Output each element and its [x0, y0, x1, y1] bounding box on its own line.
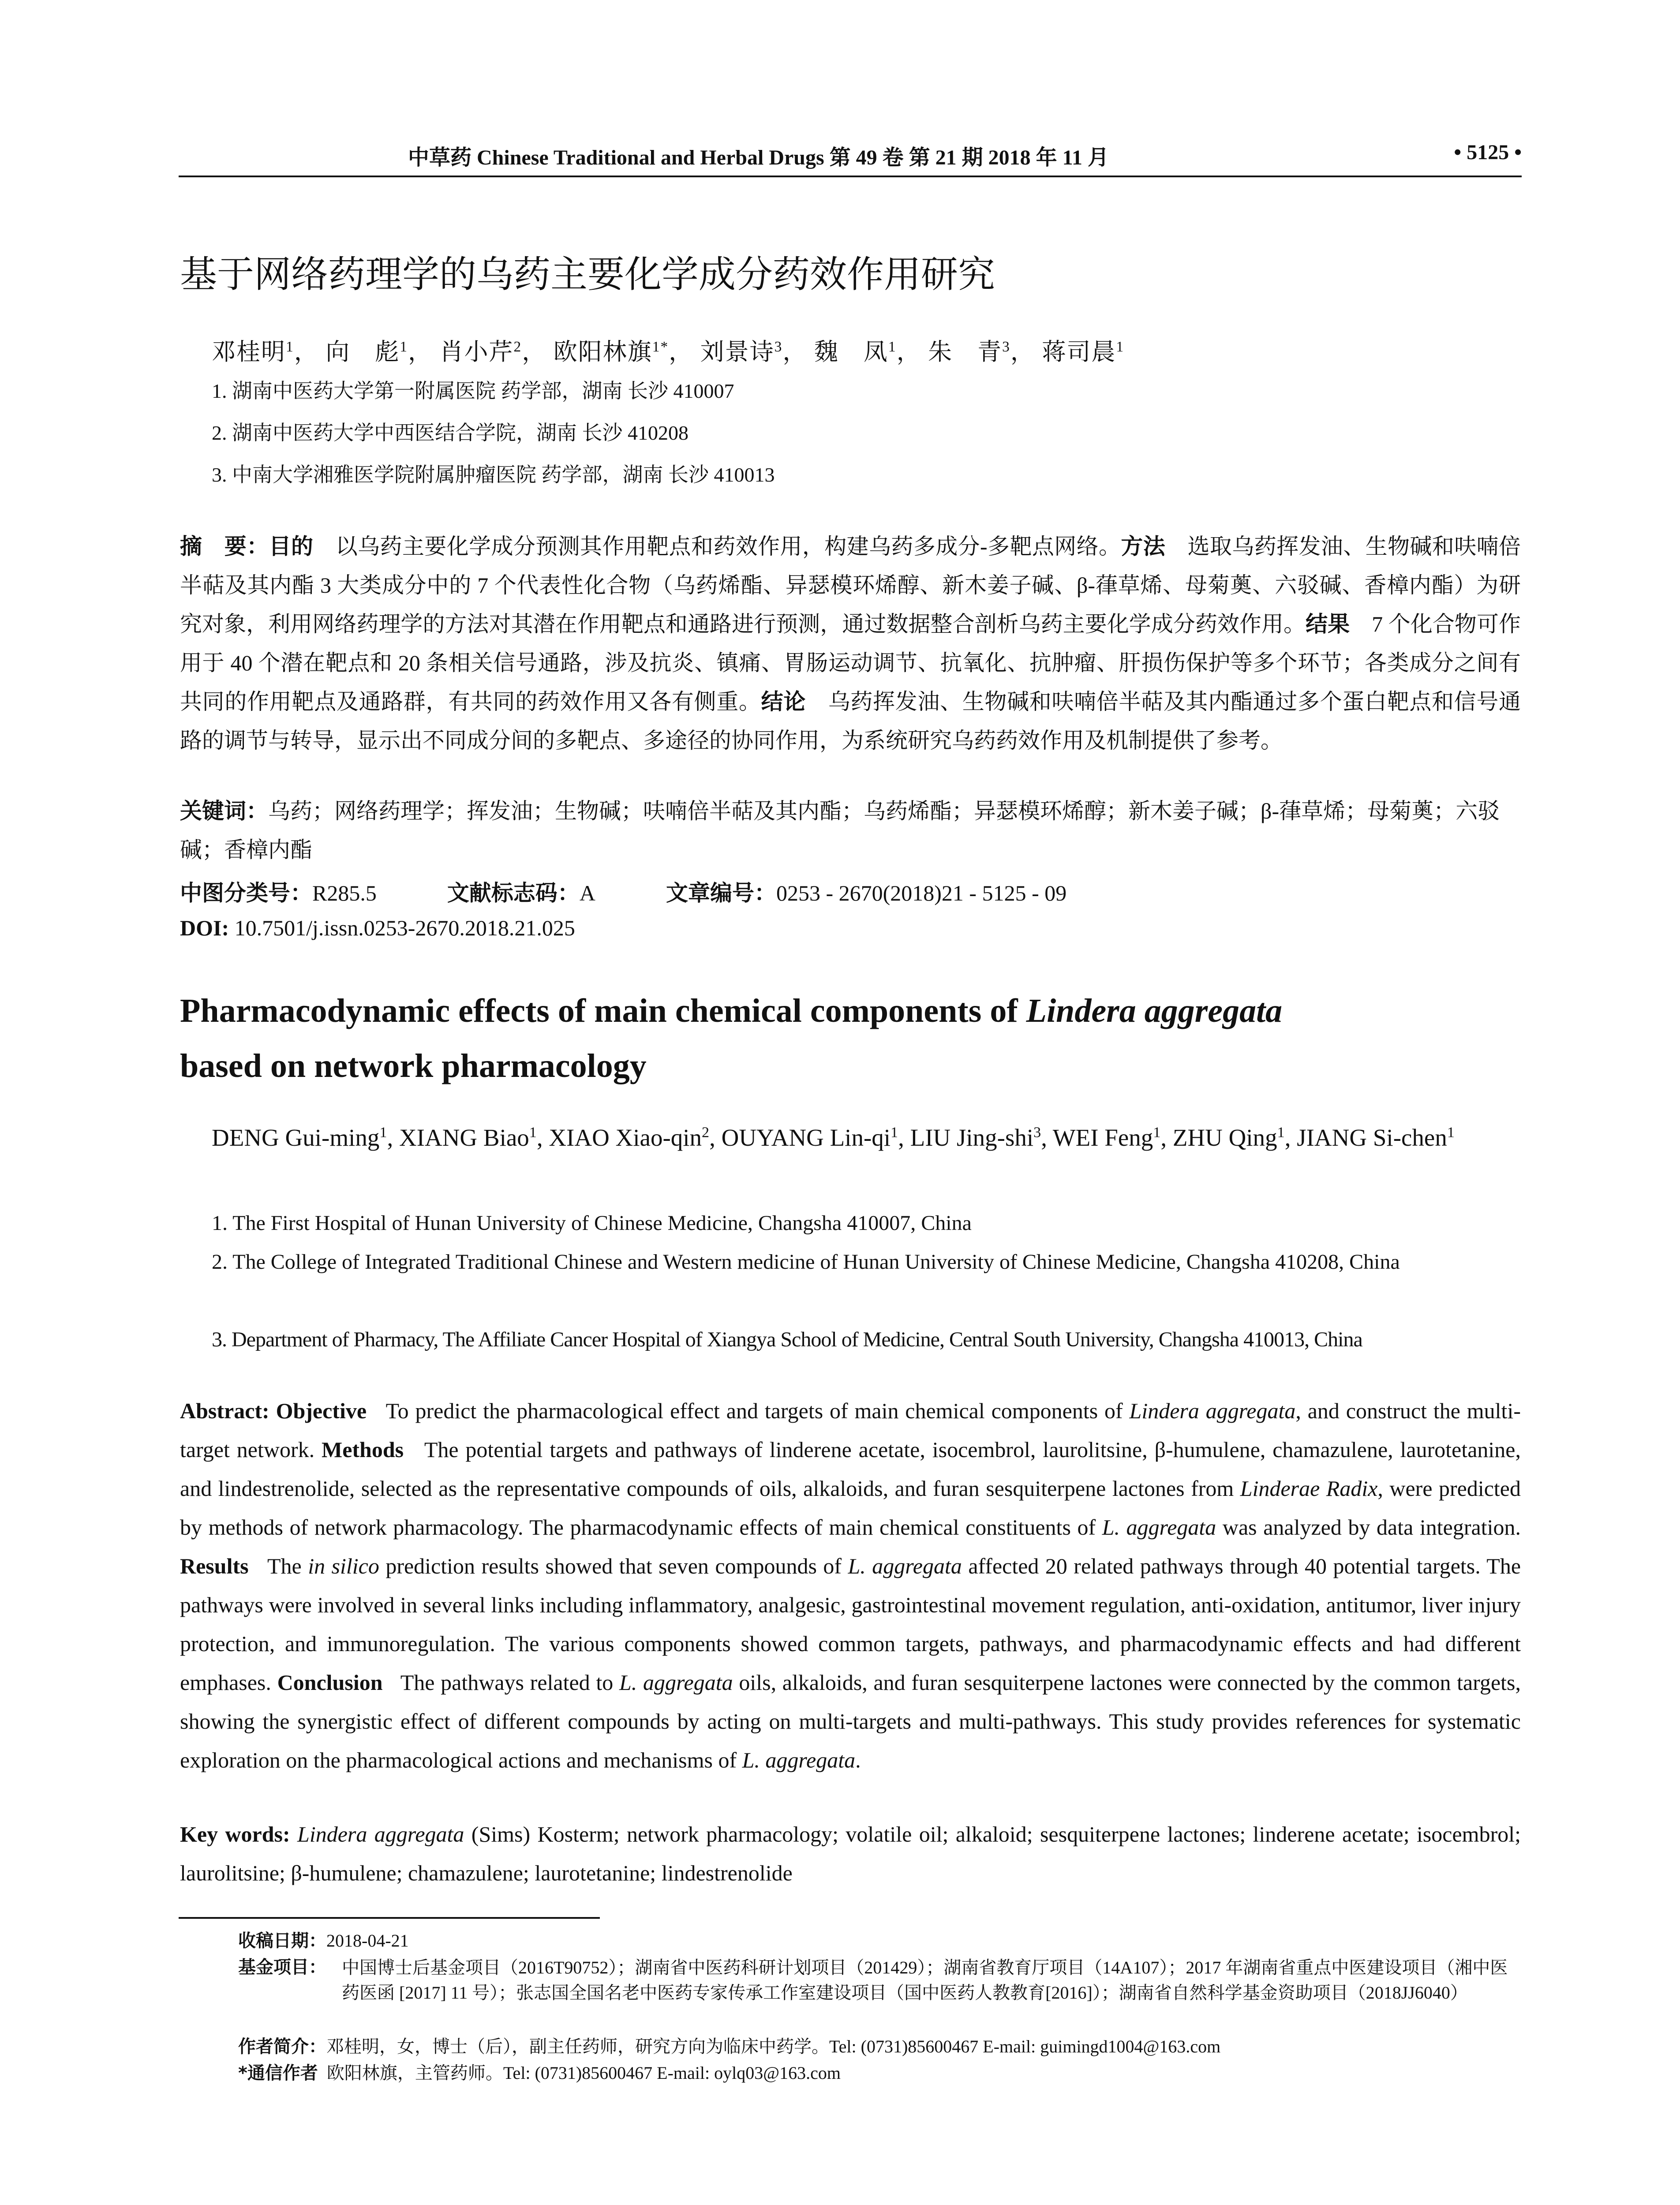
conclusion-text: The pathways related to [400, 1670, 619, 1695]
article-no-value: 0253 - 2670(2018)21 - 5125 - 09 [776, 881, 1067, 905]
species-name: L. aggregata [848, 1554, 962, 1578]
author-affil-mark: 2 [702, 1124, 710, 1141]
footnote-text: 邓桂明，女，博士（后），副主任药师，研究方向为临床中药学。Tel: (0731)85600467 E-mail: guimingd1004@163.com [326, 2037, 1221, 2056]
english-abstract [180, 1391, 1521, 1779]
results-text: prediction results showed that seven compounds of [379, 1554, 848, 1578]
clc-label: 中图分类号： [180, 880, 312, 906]
english-affiliation-3: 3. Department of Pharmacy, The Affiliate Cancer Hospital of Xiangya School of Medicine, Central South University, Changsha 410013, China [212, 1328, 1362, 1351]
keywords-text: (Sims) Kosterm; network pharmacology; volatile oil; alkaloid; sesquiterpene lactones; linderene acetate; isocembrol; laurolitsine; β-humulene; chamazulene; laurotetanine; lindestrenolide [180, 1822, 1521, 1885]
author-name: 欧阳林旗 [553, 339, 652, 365]
footnote-corresponding [238, 2060, 1522, 2086]
english-affiliation-2 [212, 1243, 1522, 1282]
species-name: L. aggregata [619, 1670, 733, 1695]
objective-text: , and construct the multi-target network. [180, 1398, 1521, 1462]
conclusion-text: . [855, 1748, 861, 1772]
author-affil-mark: 1 [1277, 1124, 1285, 1141]
clc-value: R285.5 [312, 881, 377, 905]
author-name: XIAO Xiao-qin [549, 1124, 702, 1151]
conclusion-label: 结论 [761, 689, 806, 714]
footnote-label: *通信作者 [238, 2063, 318, 2083]
footnote-label: 收稿日期： [238, 1931, 326, 1951]
author-affil-mark: 3 [774, 339, 783, 355]
classification-line [180, 875, 1521, 907]
footnote-label: 基金项目： [238, 1957, 326, 1977]
methods-text: The potential targets and pathways of linderene acetate, isocembrol, laurolitsine, β-humulene, chamazulene, laurotetanine, and lindestrenolide, selected as the representative compounds of oils, alkaloids, and furan sesquiterpene lactones from [180, 1437, 1521, 1501]
author-name: JIANG Si-chen [1297, 1124, 1447, 1151]
author-name: 刘景诗 [700, 339, 775, 365]
english-title [180, 983, 1521, 1094]
english-keywords [180, 1815, 1521, 1892]
conclusion-text: oils, alkaloids, and furan sesquiterpene lactones were connected by the common targets, showing the synergistic effect of different compounds by acting on multi-targets and multi-pathways. This study provides references for systematic exploration on the pharmacological actions and mechanisms of [180, 1670, 1521, 1772]
affiliation-text: 2. The College of Integrated Traditional Chinese and Western medicine of Hunan University of Chinese Medicine, Changsha 410208, China [212, 1250, 1400, 1274]
footnote-label: 作者简介： [238, 2037, 326, 2057]
english-title-part: based on network pharmacology [180, 1047, 647, 1084]
objective-label: Objective [276, 1398, 367, 1423]
author-affil-mark: 1 [400, 339, 408, 355]
english-affiliation-1: 1. The First Hospital of Hunan University of Chinese Medicine, Changsha 410007, China [212, 1211, 972, 1235]
keywords-label: 关键词： [180, 798, 268, 824]
methods-text: was analyzed by data integration. [1216, 1515, 1521, 1540]
doi-label: DOI: [180, 916, 229, 940]
running-header [179, 140, 1522, 171]
doc-code-label: 文献标志码： [447, 880, 580, 906]
methods-label: 方法 [1121, 534, 1166, 559]
footnote-text: 欧阳林旗，主管药师。Tel: (0731)85600467 E-mail: oylq03@163.com [326, 2063, 841, 2083]
author-name: WEI Feng [1052, 1124, 1153, 1151]
doi-line [180, 915, 575, 941]
author-affil-mark: 1 [1447, 1124, 1455, 1141]
english-authors: DENG Gui-ming$^1$, XIANG Biao$^1$, XIAO Xiao-qin$^2$, OUYANG Lin-$qi^1$, LIU Jing-shi$^3$, WEI Feng$^1$, ZHU Qing$^1$, JIANG Si-chen$^1$ [212, 1124, 1455, 1151]
author-affil-mark: 2 [513, 339, 522, 355]
chinese-authors: 邓桂明$^1$， 向 彪$^1$， 肖小芹$^2$， 欧阳林旗$^{1*}$， 刘景诗$^3$， 魏 凤$^1$， 朱 青$^3$， 蒋司晨$^1$ [212, 339, 1125, 365]
author-affil-mark: 1 [1116, 339, 1125, 355]
results-label: Results [180, 1554, 249, 1578]
footnote-author-bio [238, 2034, 1522, 2059]
author-affil-mark: 1 [529, 1124, 537, 1141]
doi-value: 10.7501/j.issn.0253-2670.2018.21.025 [234, 916, 575, 940]
abstract-label: 摘 要： [180, 534, 269, 559]
english-title-part: Pharmacodynamic effects of main chemical components of [180, 992, 1026, 1029]
header-rule [179, 176, 1522, 177]
article-no-label: 文章编号： [666, 880, 776, 906]
methods-label: Methods [322, 1437, 404, 1462]
objective-label: 目的 [269, 534, 314, 559]
author-name: 蒋司晨 [1042, 339, 1116, 365]
author-name: 魏 凤 [814, 339, 888, 365]
author-name: XIANG Biao [399, 1124, 529, 1151]
author-name: ZHU Qing [1172, 1124, 1277, 1151]
conclusion-label: Conclusion [277, 1670, 383, 1695]
author-affil-mark: 3 [1033, 1124, 1041, 1141]
methods-text: , were predicted by methods of network pharmacology. The pharmacodynamic effects of main chemical constituents of [180, 1476, 1521, 1540]
objective-text: 以乌药主要化学成分预测其作用靶点和药效作用，构建乌药多成分-多靶点网络。 [335, 534, 1121, 559]
species-name: Lindera aggregata [1129, 1398, 1296, 1423]
keywords-label: Key words: [180, 1822, 290, 1846]
keywords-text: 乌药；网络药理学；挥发油；生物碱；呋喃倍半萜及其内酯；乌药烯酯；异瑟模环烯醇；新木姜子碱；β-葎草烯；母菊薁；六驳碱；香樟内酯 [180, 799, 1500, 862]
objective-text: To predict the pharmacological effect and targets of main chemical components of [385, 1398, 1130, 1423]
footnote-funding [238, 1955, 1522, 2005]
author-name: OUYANG Lin-qi [721, 1124, 891, 1151]
chinese-affiliation-1: 1. 湖南中医药大学第一附属医院 药学部，湖南 长沙 410007 [212, 380, 734, 402]
term-italic: in silico [308, 1554, 379, 1578]
author-affil-mark: 1* [652, 339, 669, 355]
results-label: 结果 [1306, 611, 1350, 637]
chinese-affiliation-2: 2. 湖南中医药大学中西医结合学院，湖南 长沙 410208 [212, 422, 688, 444]
species-name: Lindera aggregata [297, 1822, 464, 1846]
species-name: L. aggregata [742, 1748, 856, 1772]
methods-text: 选取乌药挥发油、生物碱和呋喃倍半萜及其内酯 3 大类成分中的 7 个代表性化合物（乌药烯酯、异瑟模环烯醇、新木姜子碱、β-葎草烯、母菊薁、六驳碱、香樟内酯）为研究对象，利用网络药理学的方法对其潜在作用靶点和通路进行预测，通过数据整合剖析乌药主要化学成分药效作用。 [180, 534, 1521, 636]
author-name: 向 彪 [326, 339, 400, 365]
species-name: Linderae Radix [1240, 1476, 1378, 1501]
conclusion-text: 乌药挥发油、生物碱和呋喃倍半萜及其内酯通过多个蛋白靶点和信号通路的调节与转导，显示出不同成分间的多靶点、多途径的协同作用，为系统研究乌药药效作用及机制提供了参考。 [180, 689, 1521, 753]
results-text: affected 20 related pathways through 40 potential targets. The pathways were involved in several links including inflammatory, analgesic, gastrointestinal movement regulation, anti-oxidation, antitumor, liver injury protection, and immunoregulation. The various components showed common targets, pathways, and pharmacodynamic effects and had different emphases. [180, 1554, 1521, 1695]
footnote-text: 中国博士后基金项目（2016T90752）；湖南省中医药科研计划项目（201429）；湖南省教育厅项目（14A107）；2017 年湖南省重点中医建设项目（湘中医药医函 [2017] 11 号）；张志国全国名老中医药专家传承工作室建设项目（国中医药人教教育[2016]）；湖南省自然科学基金资助项目（2018JJ6040） [342, 1958, 1508, 2003]
author-name: 邓桂明 [212, 339, 286, 365]
author-affil-mark: 1 [379, 1124, 387, 1141]
author-name: 朱 青 [928, 339, 1003, 365]
chinese-affiliation-3: 3. 中南大学湘雅医学院附属肿瘤医院 药学部，湖南 长沙 410013 [212, 463, 775, 486]
chinese-abstract [180, 527, 1521, 760]
species-name: L. aggregata [1102, 1515, 1216, 1540]
author-name: DENG Gui-ming [212, 1124, 380, 1151]
results-text: The [267, 1554, 308, 1578]
author-affil-mark: 1 [1153, 1124, 1161, 1141]
chinese-keywords [180, 792, 1521, 869]
english-title-species: Lindera aggregata [1026, 992, 1283, 1029]
chinese-title: 基于网络药理学的乌药主要化学成分药效作用研究 [180, 253, 995, 296]
abstract-label: Abstract: [180, 1398, 269, 1423]
footnote-text: 2018-04-21 [326, 1931, 409, 1951]
author-name: LIU Jing-shi [910, 1124, 1034, 1151]
doc-code-value: A [579, 881, 595, 905]
footnote-rule [179, 1917, 600, 1919]
journal-issue-line: 中草药 Chinese Traditional and Herbal Drugs 第 49 卷 第 21 期 2018 年 11 月 [408, 146, 1109, 169]
author-affil-mark: 1 [891, 1124, 898, 1141]
author-affil-mark: 3 [1002, 339, 1010, 355]
footnote-received [238, 1928, 1522, 1954]
results-text: 7 个化合物可作用于 40 个潜在靶点和 20 条相关信号通路，涉及抗炎、镇痛、胃肠运动调节、抗氧化、抗肿瘤、肝损伤保护等多个环节；各类成分之间有共同的作用靶点及通路群，有共同的药效作用又各有侧重。 [180, 612, 1521, 714]
author-affil-mark: 1 [286, 339, 294, 355]
page-number: • 5125 • [1454, 141, 1522, 164]
author-affil-mark: 1 [888, 339, 897, 355]
author-name: 肖小芹 [439, 339, 514, 365]
